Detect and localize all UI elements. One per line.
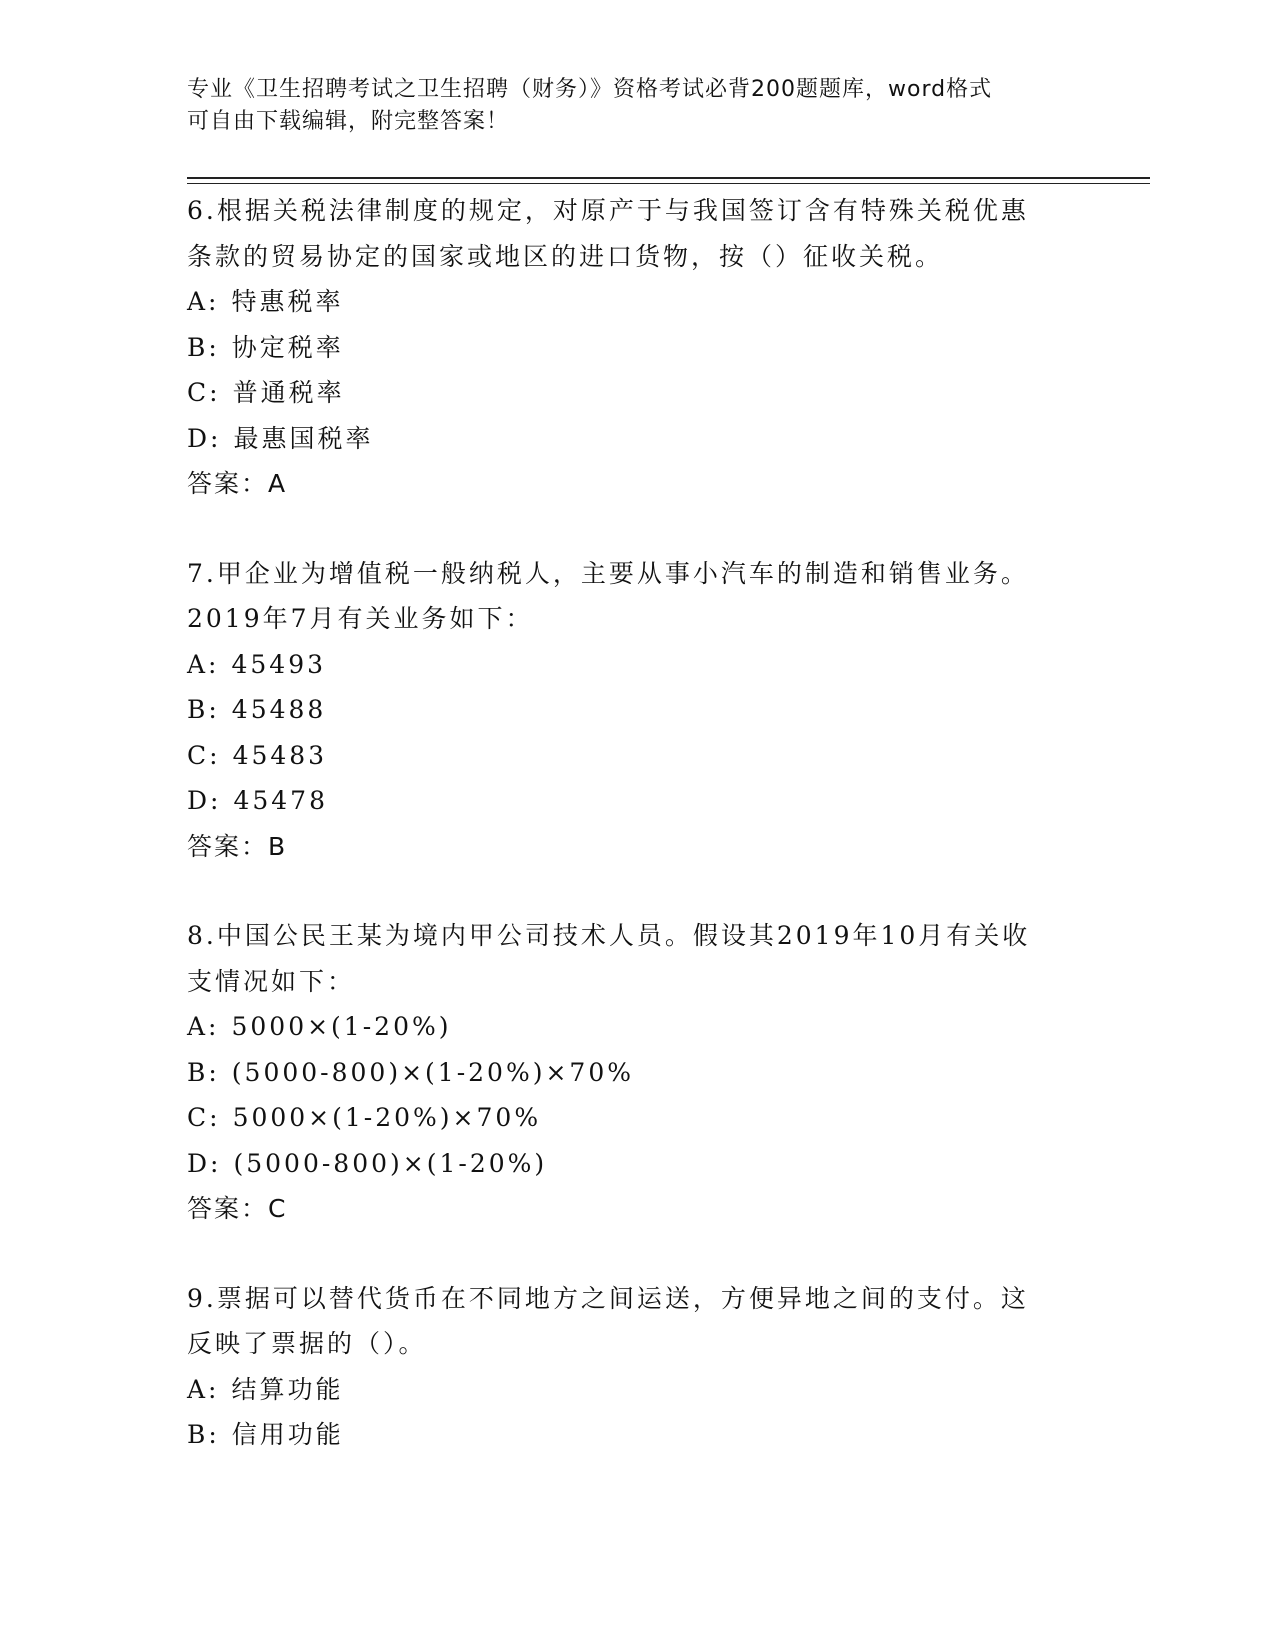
question-9 [187, 1276, 1067, 1458]
option-label: A: [187, 1374, 220, 1404]
question-stem-line: 条款的贸易协定的国家或地区的进口货物，按（）征收关税。 [187, 241, 944, 271]
question-6 [187, 188, 1067, 507]
option-d [187, 416, 1067, 462]
option-label: C: [187, 1103, 221, 1132]
question-stem-line: 9.票据可以替代货币在不同地方之间运送，方便异地之间的支付。这 [187, 1283, 1029, 1313]
option-c [187, 370, 1067, 416]
option-b [187, 325, 1067, 371]
option-d [187, 778, 1067, 824]
question-7 [187, 551, 1067, 870]
option-a [187, 279, 1067, 325]
option-text: 45483 [232, 740, 328, 770]
header-line-2: 可自由下载编辑，附完整答案！ [187, 109, 510, 134]
header-divider-thin [187, 183, 1150, 184]
option-a [187, 1367, 1067, 1413]
option-label: B: [187, 695, 220, 724]
option-label: A: [187, 1012, 220, 1041]
option-a [187, 1004, 1067, 1050]
option-text: (5000-800)×(1-20%) [233, 1148, 548, 1178]
option-b [187, 687, 1067, 733]
option-c [187, 1095, 1067, 1141]
question-list [187, 188, 1067, 1458]
question-stem-line: 支情况如下： [187, 966, 356, 996]
question-8 [187, 913, 1067, 1232]
option-label: C: [187, 740, 221, 770]
header-divider-thick [187, 177, 1150, 179]
option-text: 45478 [233, 786, 328, 815]
option-text: 45493 [231, 649, 327, 679]
option-text: 特惠税率 [231, 287, 344, 316]
option-text: 普通税率 [232, 378, 345, 407]
answer-line: 答案：C [187, 1194, 288, 1223]
question-stem-line: 6.根据关税法律制度的规定，对原产于与我国签订含有特殊关税优惠 [187, 196, 1029, 225]
header-line-1: 专业《卫生招聘考试之卫生招聘（财务）》资格考试必背200题题库，word格式 [187, 77, 993, 102]
option-a [187, 642, 1067, 688]
option-label: A: [187, 649, 220, 679]
option-text: (5000-800)×(1-20%)×70% [231, 1057, 634, 1087]
question-stem-line: 8.中国公民王某为境内甲公司技术人员。假设其2019年10月有关收 [187, 921, 1031, 950]
question-stem-line: 反映了票据的（）。 [187, 1329, 427, 1358]
option-d [187, 1141, 1067, 1187]
option-text: 结算功能 [231, 1374, 344, 1404]
document-header [187, 74, 1067, 138]
answer-line: 答案：B [187, 831, 288, 861]
option-c [187, 733, 1067, 779]
answer-line: 答案：A [187, 469, 288, 498]
option-text: 45488 [231, 695, 327, 724]
option-text: 最惠国税率 [233, 423, 374, 453]
option-label: A: [187, 287, 220, 316]
option-label: B: [187, 1057, 220, 1087]
option-b [187, 1050, 1067, 1096]
question-stem-line: 2019年7月有关业务如下： [187, 604, 534, 633]
option-text: 信用功能 [231, 1420, 344, 1449]
option-b [187, 1412, 1067, 1458]
option-label: B: [187, 332, 220, 362]
option-label: D: [187, 423, 222, 453]
option-label: B: [187, 1420, 220, 1449]
option-text: 协定税率 [231, 332, 344, 362]
option-label: C: [187, 378, 221, 407]
option-text: 5000×(1-20%)×70% [232, 1103, 542, 1132]
option-label: D: [187, 1148, 222, 1178]
option-label: D: [187, 786, 222, 815]
option-text: 5000×(1-20%) [231, 1012, 452, 1041]
question-stem-line: 7.甲企业为增值税一般纳税人，主要从事小汽车的制造和销售业务。 [187, 558, 1029, 588]
